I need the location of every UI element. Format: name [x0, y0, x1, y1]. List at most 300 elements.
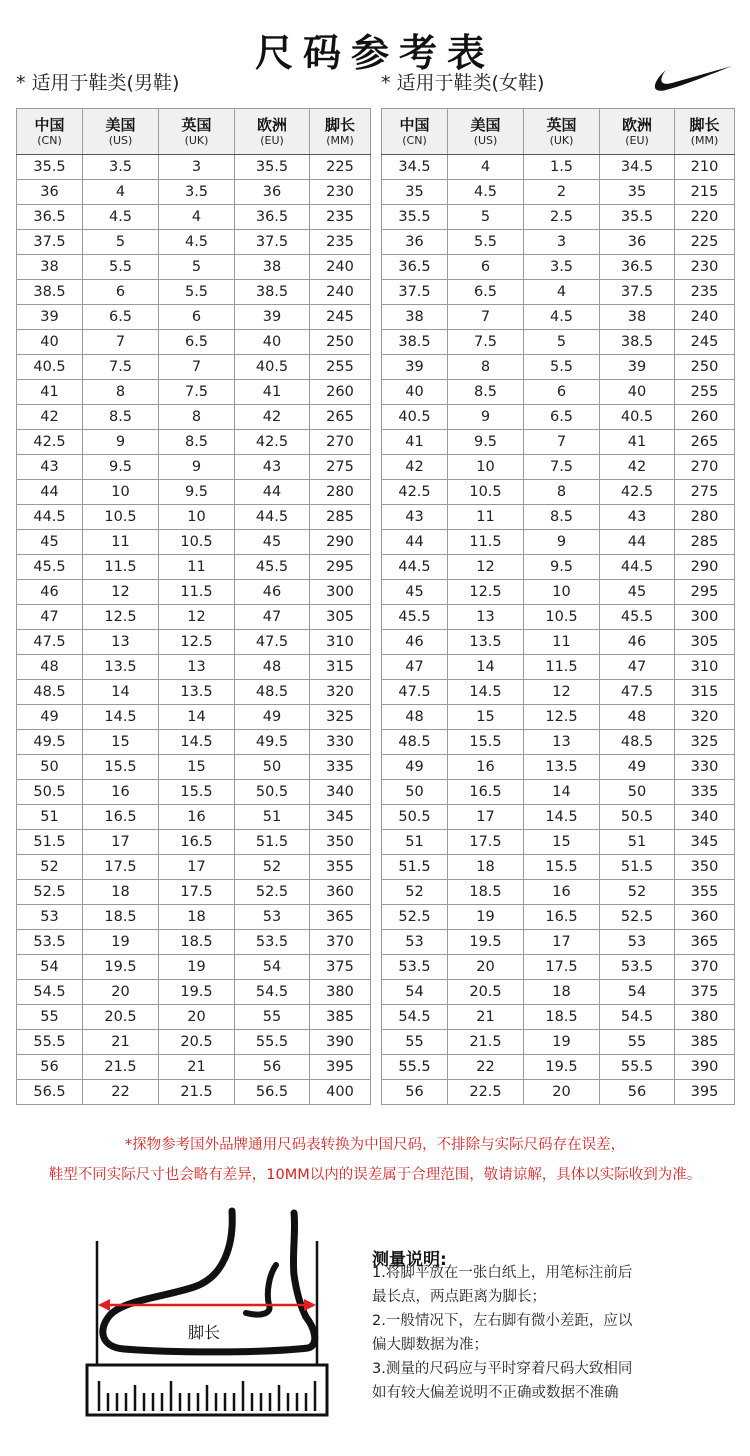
table-cell: 16	[159, 805, 235, 830]
table-cell: 21	[448, 1005, 524, 1030]
table-cell: 4.5	[159, 230, 235, 255]
table-row	[382, 655, 735, 680]
header-zh: 欧洲	[256, 115, 287, 134]
table-cell: 225	[675, 230, 735, 255]
table-row	[17, 780, 371, 805]
table-cell: 13.5	[524, 755, 600, 780]
table-cell: 350	[675, 855, 735, 880]
table-row	[17, 230, 371, 255]
measure-instructions	[372, 1261, 742, 1405]
table-row	[382, 580, 735, 605]
table-cell: 18	[83, 880, 159, 905]
table-cell: 45.5	[235, 555, 310, 580]
table-cell: 49.5	[235, 730, 310, 755]
table-row	[17, 555, 371, 580]
table-cell: 235	[310, 205, 371, 230]
table-cell: 49	[17, 705, 83, 730]
table-cell: 48	[17, 655, 83, 680]
table-cell: 41	[382, 430, 448, 455]
swoosh-logo-icon	[652, 62, 734, 94]
table-cell: 19.5	[448, 930, 524, 955]
table-cell: 16	[448, 755, 524, 780]
table-cell: 12	[83, 580, 159, 605]
table-cell: 38	[600, 305, 675, 330]
header-zh: 中国	[399, 115, 430, 134]
table-cell: 12	[524, 680, 600, 705]
table-cell: 51.5	[600, 855, 675, 880]
table-cell: 250	[310, 330, 371, 355]
table-cell: 4	[448, 155, 524, 180]
table-cell: 315	[675, 680, 735, 705]
table-cell: 17.5	[159, 880, 235, 905]
table-cell: 235	[675, 280, 735, 305]
table-cell: 8.5	[83, 405, 159, 430]
table-cell: 38.5	[382, 330, 448, 355]
table-cell: 53.5	[17, 930, 83, 955]
table-cell: 19.5	[159, 980, 235, 1005]
table-cell: 40.5	[600, 405, 675, 430]
table-cell: 21.5	[83, 1055, 159, 1080]
table-cell: 41	[235, 380, 310, 405]
table-cell: 19	[524, 1030, 600, 1055]
table-row	[17, 705, 371, 730]
men-col-header	[310, 109, 371, 155]
table-cell: 7	[83, 330, 159, 355]
table-row	[17, 580, 371, 605]
table-row	[382, 705, 735, 730]
table-cell: 18.5	[83, 905, 159, 930]
table-cell: 370	[310, 930, 371, 955]
table-cell: 39	[17, 305, 83, 330]
table-cell: 45.5	[600, 605, 675, 630]
table-cell: 43	[600, 505, 675, 530]
table-row	[382, 605, 735, 630]
table-cell: 54	[382, 980, 448, 1005]
table-cell: 6	[83, 280, 159, 305]
table-cell: 10.5	[448, 480, 524, 505]
table-cell: 5	[448, 205, 524, 230]
table-cell: 46	[17, 580, 83, 605]
table-cell: 53	[235, 905, 310, 930]
table-cell: 345	[310, 805, 371, 830]
table-cell: 1.5	[524, 155, 600, 180]
table-cell: 240	[310, 255, 371, 280]
table-row	[17, 505, 371, 530]
table-cell: 14	[448, 655, 524, 680]
table-row	[17, 955, 371, 980]
table-cell: 35	[600, 180, 675, 205]
men-table-body	[17, 155, 371, 1105]
women-col-header	[524, 109, 600, 155]
header-en: (US)	[473, 133, 498, 147]
men-header-row	[17, 109, 371, 155]
measure-line: 1.将脚平放在一张白纸上，用笔标注前后	[372, 1265, 633, 1281]
table-cell: 52	[17, 855, 83, 880]
table-cell: 41	[600, 430, 675, 455]
table-row	[17, 980, 371, 1005]
women-table-body	[382, 155, 735, 1105]
table-cell: 51.5	[382, 855, 448, 880]
table-cell: 240	[675, 305, 735, 330]
table-cell: 16.5	[448, 780, 524, 805]
men-col-header	[159, 109, 235, 155]
women-subtitle: * 适用于鞋类(女鞋)	[381, 72, 545, 94]
table-row	[382, 1030, 735, 1055]
table-cell: 365	[675, 930, 735, 955]
table-cell: 42.5	[600, 480, 675, 505]
table-cell: 380	[675, 1005, 735, 1030]
notice-line-2: 鞋型不同实际尺寸也会略有差异，10MM以内的误差属于合理范围，敬请谅解，具体以实际收到为准。	[48, 1167, 702, 1183]
table-cell: 340	[310, 780, 371, 805]
table-cell: 50.5	[382, 805, 448, 830]
table-cell: 56	[17, 1055, 83, 1080]
table-row	[382, 780, 735, 805]
table-row	[382, 330, 735, 355]
table-cell: 5.5	[448, 230, 524, 255]
table-cell: 53.5	[382, 955, 448, 980]
table-cell: 13	[83, 630, 159, 655]
table-cell: 360	[675, 905, 735, 930]
table-cell: 36.5	[600, 255, 675, 280]
table-cell: 54	[600, 980, 675, 1005]
table-cell: 12	[159, 605, 235, 630]
table-cell: 52.5	[235, 880, 310, 905]
table-cell: 44	[17, 480, 83, 505]
table-cell: 270	[310, 430, 371, 455]
table-row	[382, 930, 735, 955]
table-cell: 6.5	[83, 305, 159, 330]
table-row	[382, 505, 735, 530]
table-cell: 47	[600, 655, 675, 680]
table-cell: 15.5	[448, 730, 524, 755]
table-cell: 15	[83, 730, 159, 755]
table-cell: 320	[310, 680, 371, 705]
table-cell: 54.5	[382, 1005, 448, 1030]
table-cell: 210	[675, 155, 735, 180]
table-row	[382, 155, 735, 180]
header-zh: 英国	[181, 115, 212, 134]
table-cell: 53.5	[600, 955, 675, 980]
table-cell: 17.5	[83, 855, 159, 880]
table-cell: 15	[524, 830, 600, 855]
table-cell: 21.5	[448, 1030, 524, 1055]
table-row	[382, 755, 735, 780]
table-cell: 16	[524, 880, 600, 905]
table-cell: 56	[382, 1080, 448, 1105]
table-row	[382, 230, 735, 255]
table-cell: 20.5	[159, 1030, 235, 1055]
table-cell: 9	[83, 430, 159, 455]
table-cell: 2	[524, 180, 600, 205]
table-cell: 19	[83, 930, 159, 955]
table-cell: 47	[17, 605, 83, 630]
table-row	[17, 830, 371, 855]
table-cell: 4	[83, 180, 159, 205]
table-cell: 7.5	[524, 455, 600, 480]
table-cell: 280	[675, 505, 735, 530]
table-cell: 13.5	[83, 655, 159, 680]
table-cell: 18	[524, 980, 600, 1005]
table-cell: 305	[675, 630, 735, 655]
table-cell: 315	[310, 655, 371, 680]
table-cell: 230	[675, 255, 735, 280]
table-row	[17, 280, 371, 305]
table-cell: 13.5	[159, 680, 235, 705]
table-cell: 310	[675, 655, 735, 680]
table-cell: 4.5	[83, 205, 159, 230]
table-cell: 38	[17, 255, 83, 280]
table-cell: 8	[524, 480, 600, 505]
table-cell: 36	[235, 180, 310, 205]
table-cell: 36.5	[235, 205, 310, 230]
table-cell: 46	[382, 630, 448, 655]
women-col-header	[675, 109, 735, 155]
table-cell: 270	[675, 455, 735, 480]
table-cell: 6	[159, 305, 235, 330]
table-cell: 14	[524, 780, 600, 805]
table-row	[382, 305, 735, 330]
table-cell: 44.5	[17, 505, 83, 530]
table-cell: 15	[448, 705, 524, 730]
table-cell: 8	[159, 405, 235, 430]
table-cell: 5	[524, 330, 600, 355]
table-row	[17, 155, 371, 180]
table-cell: 260	[310, 380, 371, 405]
table-cell: 13	[159, 655, 235, 680]
table-cell: 55	[235, 1005, 310, 1030]
table-cell: 44	[600, 530, 675, 555]
table-cell: 12.5	[448, 580, 524, 605]
table-cell: 40.5	[17, 355, 83, 380]
table-cell: 7	[159, 355, 235, 380]
table-cell: 50.5	[235, 780, 310, 805]
table-cell: 53	[382, 930, 448, 955]
table-cell: 275	[310, 455, 371, 480]
table-row	[382, 355, 735, 380]
table-cell: 18	[159, 905, 235, 930]
table-row	[382, 530, 735, 555]
table-cell: 37.5	[17, 230, 83, 255]
table-cell: 17	[448, 805, 524, 830]
table-cell: 47.5	[382, 680, 448, 705]
table-cell: 370	[675, 955, 735, 980]
table-row	[17, 1030, 371, 1055]
table-cell: 3	[524, 230, 600, 255]
measure-line: 3.测量的尺码应与平时穿着尺码大致相同	[372, 1361, 633, 1377]
table-cell: 8.5	[448, 380, 524, 405]
table-cell: 19.5	[83, 955, 159, 980]
table-cell: 235	[310, 230, 371, 255]
table-cell: 49.5	[17, 730, 83, 755]
table-cell: 360	[310, 880, 371, 905]
table-cell: 15.5	[524, 855, 600, 880]
table-cell: 53.5	[235, 930, 310, 955]
table-cell: 19	[159, 955, 235, 980]
table-row	[382, 680, 735, 705]
table-cell: 310	[310, 630, 371, 655]
table-cell: 54.5	[235, 980, 310, 1005]
table-cell: 52.5	[17, 880, 83, 905]
table-cell: 50	[17, 755, 83, 780]
table-row	[17, 930, 371, 955]
men-col-header	[235, 109, 310, 155]
table-cell: 17.5	[524, 955, 600, 980]
table-cell: 48	[600, 705, 675, 730]
table-cell: 7.5	[83, 355, 159, 380]
table-cell: 55.5	[600, 1055, 675, 1080]
table-cell: 44.5	[235, 505, 310, 530]
table-cell: 48.5	[382, 730, 448, 755]
table-cell: 8.5	[159, 430, 235, 455]
table-cell: 3.5	[524, 255, 600, 280]
table-cell: 39	[382, 355, 448, 380]
table-cell: 49	[235, 705, 310, 730]
table-cell: 55	[600, 1030, 675, 1055]
table-cell: 40	[235, 330, 310, 355]
table-cell: 52.5	[600, 905, 675, 930]
table-cell: 50.5	[17, 780, 83, 805]
table-cell: 4	[524, 280, 600, 305]
measure-line: 2.一般情况下，左右脚有微小差距，应以	[372, 1313, 633, 1329]
table-cell: 44.5	[600, 555, 675, 580]
table-cell: 52	[382, 880, 448, 905]
table-cell: 12.5	[524, 705, 600, 730]
table-cell: 38.5	[235, 280, 310, 305]
table-cell: 47.5	[600, 680, 675, 705]
table-cell: 53	[17, 905, 83, 930]
table-cell: 230	[310, 180, 371, 205]
table-row	[382, 830, 735, 855]
page-title: 尺码参考表	[254, 31, 495, 75]
table-cell: 51.5	[17, 830, 83, 855]
table-cell: 43	[17, 455, 83, 480]
table-cell: 340	[675, 805, 735, 830]
table-row	[17, 805, 371, 830]
table-cell: 45.5	[382, 605, 448, 630]
table-cell: 280	[310, 480, 371, 505]
table-cell: 36	[382, 230, 448, 255]
table-cell: 36.5	[382, 255, 448, 280]
table-cell: 10.5	[159, 530, 235, 555]
table-cell: 11.5	[159, 580, 235, 605]
table-cell: 52	[600, 880, 675, 905]
measure-line: 最长点，两点距离为脚长；	[372, 1289, 546, 1305]
table-cell: 375	[675, 980, 735, 1005]
table-cell: 9	[524, 530, 600, 555]
header-zh: 欧洲	[621, 115, 652, 134]
table-cell: 48.5	[235, 680, 310, 705]
table-cell: 55.5	[382, 1055, 448, 1080]
header-en: (EU)	[260, 133, 284, 147]
table-cell: 9.5	[448, 430, 524, 455]
table-row	[382, 480, 735, 505]
table-cell: 56.5	[235, 1080, 310, 1105]
table-row	[17, 255, 371, 280]
table-row	[17, 655, 371, 680]
table-cell: 16.5	[524, 905, 600, 930]
table-cell: 42	[235, 405, 310, 430]
table-cell: 295	[310, 555, 371, 580]
table-cell: 5.5	[83, 255, 159, 280]
table-cell: 42	[600, 455, 675, 480]
table-row	[17, 855, 371, 880]
table-cell: 42.5	[235, 430, 310, 455]
table-cell: 4.5	[524, 305, 600, 330]
table-cell: 39	[600, 355, 675, 380]
header-en: (MM)	[326, 133, 354, 147]
header-en: (US)	[108, 133, 133, 147]
header-zh: 脚长	[324, 115, 355, 134]
table-row	[17, 605, 371, 630]
women-header-row	[382, 109, 735, 155]
table-cell: 39	[235, 305, 310, 330]
table-row	[17, 305, 371, 330]
table-cell: 50	[600, 780, 675, 805]
table-cell: 11.5	[83, 555, 159, 580]
table-row	[382, 405, 735, 430]
table-cell: 56	[600, 1080, 675, 1105]
table-cell: 355	[310, 855, 371, 880]
table-cell: 51	[17, 805, 83, 830]
table-row	[382, 205, 735, 230]
table-cell: 20.5	[83, 1005, 159, 1030]
table-cell: 395	[310, 1055, 371, 1080]
header-zh: 脚长	[689, 115, 720, 134]
table-cell: 47	[382, 655, 448, 680]
table-row	[382, 1055, 735, 1080]
header-zh: 英国	[546, 115, 577, 134]
table-cell: 48.5	[600, 730, 675, 755]
table-cell: 10.5	[524, 605, 600, 630]
table-cell: 2.5	[524, 205, 600, 230]
table-cell: 38	[382, 305, 448, 330]
women-col-header	[448, 109, 524, 155]
table-cell: 40	[600, 380, 675, 405]
table-cell: 7.5	[448, 330, 524, 355]
table-cell: 12.5	[159, 630, 235, 655]
table-row	[17, 680, 371, 705]
table-cell: 16.5	[83, 805, 159, 830]
table-cell: 365	[310, 905, 371, 930]
table-cell: 10.5	[83, 505, 159, 530]
table-cell: 10	[159, 505, 235, 530]
table-cell: 11	[448, 505, 524, 530]
table-cell: 37.5	[382, 280, 448, 305]
table-cell: 330	[310, 730, 371, 755]
table-cell: 9	[159, 455, 235, 480]
table-cell: 35	[382, 180, 448, 205]
measure-title: 测量说明:	[372, 1250, 447, 1270]
table-cell: 34.5	[382, 155, 448, 180]
table-cell: 48	[235, 655, 310, 680]
table-row	[17, 1005, 371, 1030]
table-cell: 285	[675, 530, 735, 555]
table-cell: 290	[675, 555, 735, 580]
table-row	[17, 455, 371, 480]
table-row	[17, 755, 371, 780]
table-cell: 6.5	[448, 280, 524, 305]
table-cell: 21	[159, 1055, 235, 1080]
table-cell: 275	[675, 480, 735, 505]
table-cell: 3	[159, 155, 235, 180]
table-cell: 7	[524, 430, 600, 455]
table-cell: 7	[448, 305, 524, 330]
foot-length-label: 脚长	[188, 1323, 221, 1342]
table-cell: 16	[83, 780, 159, 805]
table-cell: 240	[310, 280, 371, 305]
table-cell: 21	[83, 1030, 159, 1055]
table-cell: 45	[17, 530, 83, 555]
